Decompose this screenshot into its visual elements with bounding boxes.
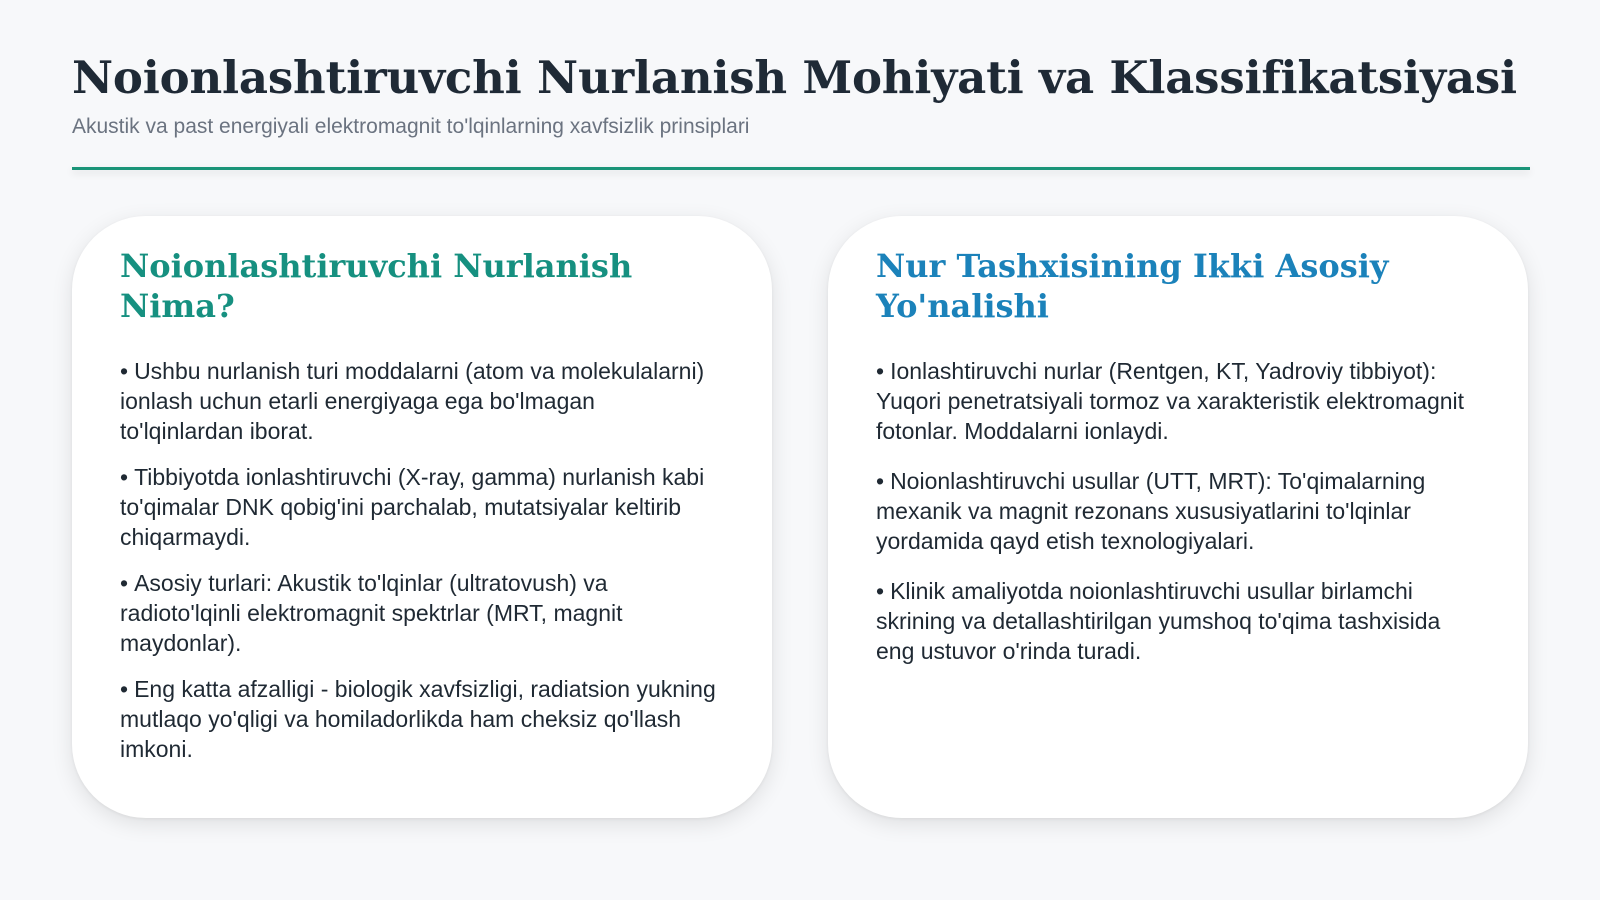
list-item [876,356,1480,446]
card-heading: Noionlashtiruvchi Nurlanish Nima? [120,247,633,325]
bullet-icon: • [876,578,885,604]
page-subtitle: Akustik va past energiyali elektromagnit to'lqinlarning xavfsizlik prinsiplari [72,115,750,138]
list-item [876,466,1480,556]
list-item [120,568,724,658]
header-divider [72,167,1530,170]
bullet-icon: • [876,468,885,494]
list-item [120,674,724,764]
list-item-text: Ushbu nurlanish turi moddalarni (atom va molekulalarni) ionlash uchun etarli energiyaga ega bo'lmagan to'lqinlardan iborat. [120,358,705,444]
card-heading: Nur Tashxisining Ikki Asosiy Yo'nalishi [876,247,1389,325]
slide-header [72,48,1530,140]
bullet-list [120,356,724,764]
list-item-text: Eng katta afzalligi - biologik xavfsizligi, radiatsion yukning mutlaqo yo'qligi va homiladorlikda ham cheksiz qo'llash imkoni. [120,676,716,762]
bullet-icon: • [876,358,885,384]
bullet-icon: • [120,570,129,596]
bullet-list [876,356,1480,666]
bullet-icon: • [120,676,129,702]
list-item-text: Asosiy turlari: Akustik to'lqinlar (ultratovush) va radioto'lqinli elektromagnit spektrlar (MRT, magnit maydonlar). [120,570,623,656]
list-item-text: Ionlashtiruvchi nurlar (Rentgen, KT, Yadroviy tibbiyot): Yuqori penetratsiyali tormoz va xarakteristik elektromagnit fotonlar. Moddalarni ionlaydi. [876,358,1465,444]
list-item [120,462,724,552]
list-item-text: Klinik amaliyotda noionlashtiruvchi usullar birlamchi skrining va detallashtirilgan yumshoq to'qima tashxisida eng ustuvor o'rinda turadi. [876,578,1441,664]
card-two-directions [828,216,1528,818]
bullet-icon: • [120,464,129,490]
page-title: Noionlashtiruvchi Nurlanish Mohiyati va Klassifikatsiyasi [72,51,1517,104]
bullet-icon: • [120,358,129,384]
list-item-text: Noionlashtiruvchi usullar (UTT, MRT): To'qimalarning mexanik va magnit rezonans xususiyatlarini to'lqinlar yordamida qayd etish texnologiyalari. [876,468,1426,554]
list-item [120,356,724,446]
list-item [876,576,1480,666]
list-item-text: Tibbiyotda ionlashtiruvchi (X-ray, gamma) nurlanish kabi to'qimalar DNK qobig'ini parchalab, mutatsiyalar keltirib chiqarmaydi. [120,464,705,550]
card-what-is-nonionizing [72,216,772,818]
